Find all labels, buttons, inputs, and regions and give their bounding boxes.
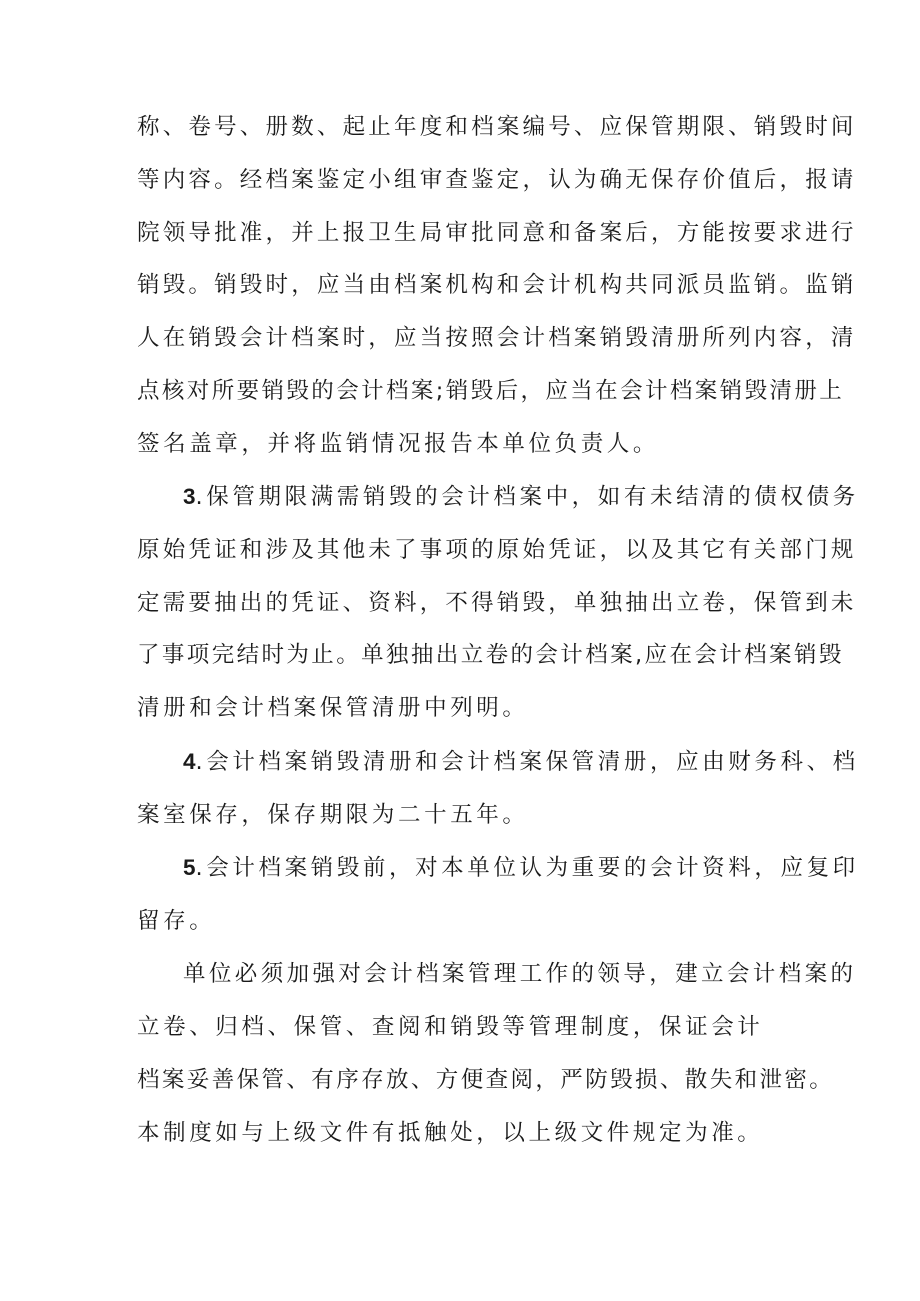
text-line: 销毁。销毁时，应当由档案机构和会计机构共同派员监销。监销 xyxy=(137,272,857,298)
list-item-text: .保管期限满需销毁的会计档案中，如有未结清的债权债务 xyxy=(195,484,859,510)
text-line: 称、卷号、册数、起止年度和档案编号、应保管期限、销毁时间 xyxy=(137,114,857,140)
text-line: 人在销毁会计档案时，应当按照会计档案销毁清册所列内容，清 xyxy=(137,325,857,351)
text-line: 等内容。经档案鉴定小组审查鉴定，认为确无保存价值后，报请 xyxy=(137,167,857,193)
text-line: 了事项完结时为止。单独抽出立卷的会计档案,应在会计档案销毁 xyxy=(137,642,844,668)
closing-paragraph-first-line: 单位必须加强对会计档案管理工作的领导，建立会计档案的 xyxy=(183,961,857,987)
list-number: 4 xyxy=(183,749,196,774)
text-line: 定需要抽出的凭证、资料，不得销毁，单独抽出立卷，保管到未 xyxy=(137,590,857,616)
text-line: 清册和会计档案保管清册中列明。 xyxy=(137,695,529,721)
text-line: 本制度如与上级文件有抵触处，以上级文件规定为准。 xyxy=(137,1120,764,1146)
list-item-text: .会计档案销毁清册和会计档案保管清册，应由财务科、档 xyxy=(195,749,859,775)
text-line: 点核对所要销毁的会计档案;销毁后，应当在会计档案销毁清册上 xyxy=(137,378,845,404)
list-item-3-first-line xyxy=(183,482,859,512)
list-number: 5 xyxy=(183,855,196,880)
text-line: 档案妥善保管、有序存放、方便查阅，严防毁损、散失和泄密。 xyxy=(137,1067,835,1093)
list-item-text: .会计档案销毁前，对本单位认为重要的会计资料，应复印 xyxy=(195,855,859,881)
list-item-4-first-line xyxy=(183,747,859,777)
text-line: 立卷、归档、保管、查阅和销毁等管理制度，保证会计 xyxy=(137,1014,764,1040)
text-line: 院领导批准，并上报卫生局审批同意和备案后，方能按要求进行 xyxy=(137,220,857,246)
list-number: 3 xyxy=(183,484,196,509)
text-line: 案室保存，保存期限为二十五年。 xyxy=(137,802,529,828)
text-line: 原始凭证和涉及其他未了事项的原始凭证，以及其它有关部门规 xyxy=(137,537,857,563)
text-line: 签名盖章，并将监销情况报告本单位负责人。 xyxy=(137,431,660,457)
text-line: 留存。 xyxy=(137,908,216,934)
list-item-5-first-line xyxy=(183,853,859,883)
